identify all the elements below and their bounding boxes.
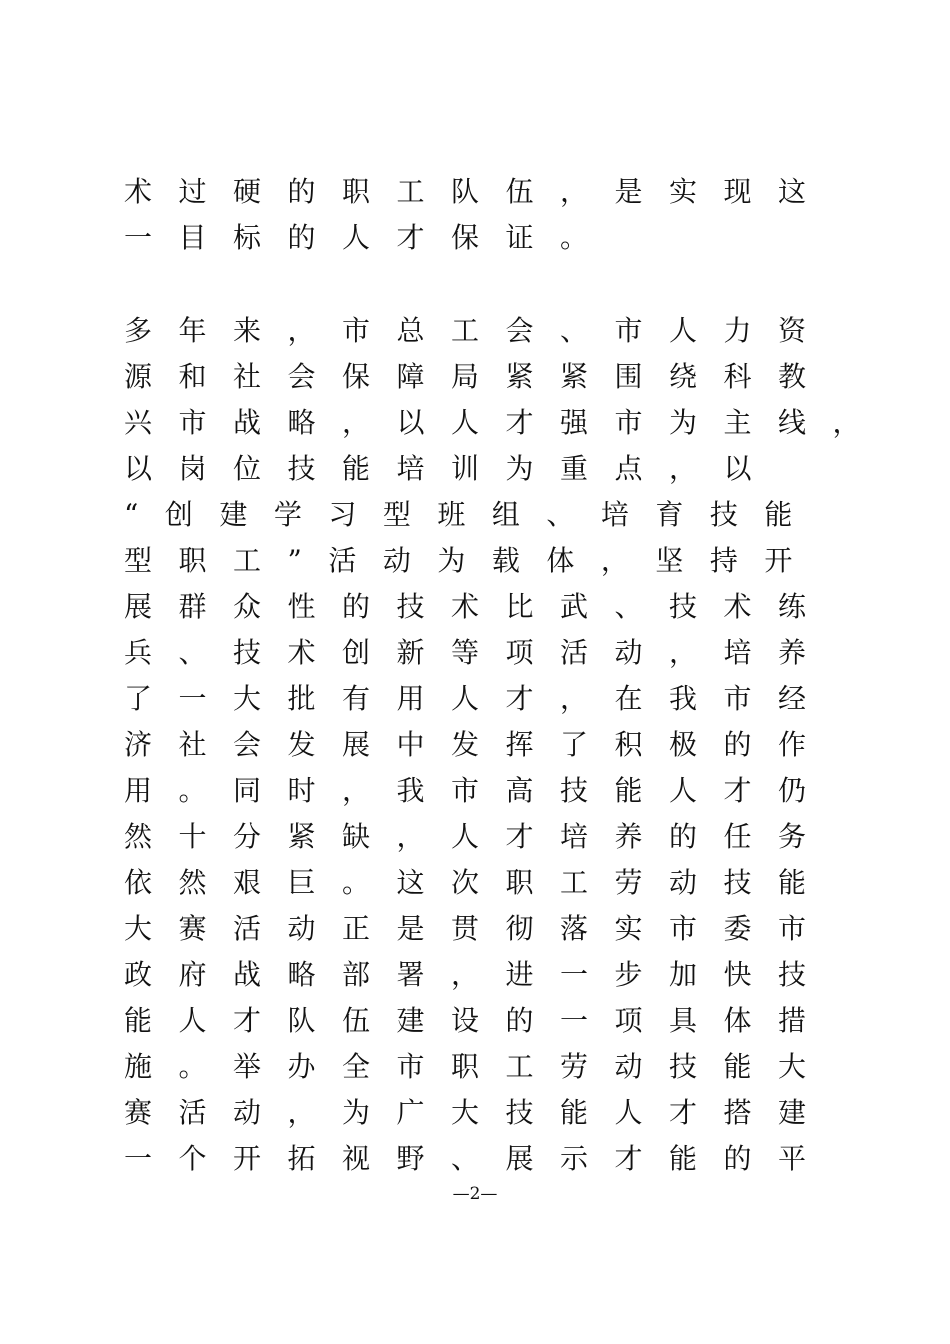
text-line: 赛活动，为广大技能人才搭建	[124, 1096, 833, 1129]
text-line: “创建学习型班组、培育技能	[124, 498, 819, 531]
text-line: 用。同时，我市高技能人才仍	[124, 774, 833, 807]
text-line: 一个开拓视野、展示才能的平	[124, 1142, 833, 1175]
text-line: 然十分紧缺，人才培养的任务	[124, 820, 833, 853]
text-line: 能人才队伍建设的一项具体措	[124, 1004, 833, 1037]
text-line: 济社会发展中发挥了积极的作	[124, 728, 833, 761]
body-text	[124, 169, 887, 1182]
text-line: 一目标的人才保证。	[124, 221, 615, 254]
text-line: 大赛活动正是贯彻落实市委市	[124, 912, 833, 945]
text-line: 以岗位技能培训为重点，以	[124, 452, 779, 485]
text-line: 型职工”活动为载体，坚持开	[124, 544, 819, 577]
text-line: 兵、技术创新等项活动，培养	[124, 636, 833, 669]
text-line: 兴市战略，以人才强市为主线，	[124, 406, 888, 439]
text-line: 政府战略部署，进一步加快技	[124, 958, 833, 991]
page-number: —2—	[452, 1184, 498, 1204]
text-line: 术过硬的职工队伍，是实现这	[124, 175, 833, 208]
text-line: 依然艰巨。这次职工劳动技能	[124, 866, 833, 899]
text-line: 展群众性的技术比武、技术练	[124, 590, 833, 623]
text-line: 多年来，市总工会、市人力资	[124, 314, 833, 347]
text-line: 了一大批有用人才，在我市经	[124, 682, 833, 715]
text-line: 源和社会保障局紧紧围绕科教	[124, 360, 833, 393]
paragraph-spacing	[124, 261, 887, 308]
paragraph-2	[124, 308, 887, 1182]
paragraph-1	[124, 169, 887, 261]
text-line: 施。举办全市职工劳动技能大	[124, 1050, 833, 1083]
